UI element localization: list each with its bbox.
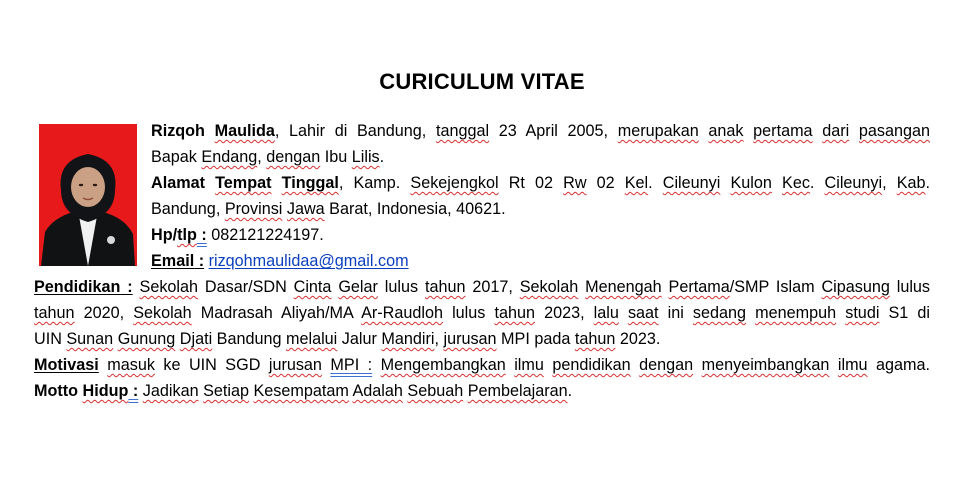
motto-word: Sebuah — [407, 382, 464, 400]
education-word: tahun — [424, 278, 466, 296]
motivation-text — [693, 356, 701, 374]
address-text: , — [882, 174, 897, 192]
address-word: Kel — [624, 174, 649, 192]
intro-word: Endang — [201, 148, 258, 166]
document-title: CURICULUM VITAE — [379, 69, 585, 94]
motivation-text: agama. — [867, 356, 931, 374]
motto-text: . — [567, 382, 573, 400]
education-word: tahun — [34, 304, 75, 322]
motivation-text: ke UIN SGD — [154, 356, 269, 374]
education-line-3 — [34, 326, 660, 352]
intro-text: Bapak — [151, 148, 202, 166]
education-line-2 — [34, 300, 930, 326]
motivation-word: MPI : — [330, 356, 373, 374]
address-text: 02 — [586, 174, 625, 192]
intro-word: merupakan — [617, 122, 699, 140]
education-text: MPI pada — [496, 330, 575, 348]
education-text — [662, 278, 669, 296]
motivation-label: Motivasi — [34, 356, 99, 374]
phone-line — [151, 222, 324, 248]
address-word: Kab — [896, 174, 926, 192]
motivation-word: ilmu — [514, 356, 544, 374]
education-word: Ar-Raudloh — [361, 304, 443, 322]
motivation-word: pendidikan — [552, 356, 631, 374]
motivation-text — [99, 356, 107, 374]
motivation-word: jurusan — [268, 356, 322, 374]
address-text — [772, 174, 782, 192]
address-word: Rw — [563, 174, 587, 192]
education-word: Gelar — [338, 278, 378, 296]
education-text: lulus — [377, 278, 425, 296]
education-text: 2023. — [615, 330, 661, 348]
motivation-word: masuk — [107, 356, 155, 374]
education-text — [836, 304, 845, 322]
education-word: Sunan — [66, 330, 114, 348]
address-line-1 — [151, 170, 930, 196]
education-text: /SMP Islam — [729, 278, 822, 296]
address-label: Alamat — [151, 174, 205, 192]
name-last: Maulida — [214, 122, 275, 140]
motivation-text — [829, 356, 837, 374]
intro-word: pasangan — [858, 122, 931, 140]
motivation-text — [506, 356, 514, 374]
motivation-word: dengan — [639, 356, 694, 374]
education-text: Bandung — [212, 330, 286, 348]
education-word: Djati — [179, 330, 213, 348]
education-word: Mandiri — [381, 330, 435, 348]
education-word: jurusan — [443, 330, 497, 348]
intro-word: dengan — [266, 148, 321, 166]
motto-label: Hidup — [82, 382, 129, 400]
address-line-2 — [151, 196, 506, 222]
education-word: Sekolah — [133, 304, 192, 322]
education-text: 2017, — [465, 278, 520, 296]
education-text: UIN — [34, 330, 67, 348]
education-word: sedang — [692, 304, 747, 322]
motto-word: Setiap — [203, 382, 249, 400]
address-word: Sekejengkol — [410, 174, 499, 192]
education-word: menempuh — [755, 304, 837, 322]
education-word: Gunung — [117, 330, 176, 348]
education-word: Pertama — [668, 278, 730, 296]
address-text: . — [648, 174, 663, 192]
email-label: : — [194, 252, 205, 270]
intro-text: 23 April 2005, — [489, 122, 618, 140]
motivation-text — [631, 356, 639, 374]
address-word: Cileunyi — [662, 174, 721, 192]
education-text — [746, 304, 755, 322]
intro-word: anak — [708, 122, 744, 140]
education-word: Cipasung — [821, 278, 890, 296]
name-first: Rizqoh — [151, 122, 205, 140]
education-text: , — [434, 330, 444, 348]
address-text: . — [809, 174, 825, 192]
education-word: lalu — [593, 304, 619, 322]
education-word: tahun — [574, 330, 616, 348]
address-text: Bandung, — [151, 200, 225, 218]
education-text: ini — [658, 304, 693, 322]
address-text — [720, 174, 730, 192]
phone-label: : — [196, 226, 207, 244]
education-text: Madrasah Aliyah/MA — [191, 304, 362, 322]
education-word: Sekolah — [139, 278, 199, 296]
motivation-word: ilmu — [837, 356, 868, 374]
email-label: Email — [151, 252, 195, 270]
address-word: Cileunyi — [824, 174, 883, 192]
intro-line-1 — [151, 118, 930, 144]
address-text: Barat, Indonesia, 40621. — [324, 200, 506, 218]
phone-label: tlp — [177, 226, 197, 244]
address-label: Tinggal — [281, 174, 339, 192]
motto-word: Pembelajaran — [467, 382, 568, 400]
education-word: studi — [845, 304, 880, 322]
email-link[interactable]: rizqohmaulidaa@gmail.com — [208, 252, 409, 270]
motivation-text — [372, 356, 380, 374]
address-label: Tempat — [215, 174, 272, 192]
motto-word: Adalah — [352, 382, 403, 400]
education-label: Pendidikan — [34, 278, 121, 296]
education-text: lulus — [889, 278, 931, 296]
motto-word: Kesempatam — [253, 382, 349, 400]
education-word: Cinta — [293, 278, 332, 296]
education-text: 2023, — [534, 304, 594, 322]
address-text: Rt 02 — [498, 174, 564, 192]
address-word: Kec — [782, 174, 810, 192]
motto-label: Motto — [34, 382, 79, 400]
education-text — [133, 278, 140, 296]
address-word: Provinsi — [224, 200, 283, 218]
phone-value: 082121224197. — [206, 226, 324, 244]
education-text: Jalur — [337, 330, 382, 348]
motto-word: Jadikan — [142, 382, 199, 400]
address-text: , Kamp. — [338, 174, 411, 192]
education-word: Menengah — [585, 278, 662, 296]
education-text — [619, 304, 628, 322]
education-word: melalui — [286, 330, 338, 348]
intro-word: pertama — [753, 122, 813, 140]
education-text: lulus — [443, 304, 495, 322]
education-text: Dasar/SDN — [198, 278, 294, 296]
education-text: 2020, — [74, 304, 134, 322]
intro-word: tanggal — [435, 122, 490, 140]
education-text: S1 di — [879, 304, 930, 322]
education-word: saat — [627, 304, 659, 322]
address-word: Jawa — [286, 200, 325, 218]
motivation-word: menyeimbangkan — [701, 356, 830, 374]
address-text: . — [925, 174, 931, 192]
education-word: tahun — [494, 304, 535, 322]
motivation-word: Mengembangkan — [380, 356, 506, 374]
motto-label: : — [128, 382, 139, 400]
education-line-1 — [34, 274, 930, 300]
intro-text: , — [257, 148, 267, 166]
address-word: Kulon — [730, 174, 772, 192]
motivation-line — [34, 352, 930, 378]
education-label: : — [120, 278, 133, 296]
motto-line — [34, 378, 572, 404]
phone-label: Hp/ — [151, 226, 178, 244]
intro-word: Lilis — [351, 148, 380, 166]
profile-photo — [39, 124, 137, 266]
intro-line-2 — [151, 144, 384, 170]
intro-text: . — [379, 148, 385, 166]
intro-text: Ibu — [320, 148, 352, 166]
intro-word: dari — [822, 122, 850, 140]
education-word: Sekolah — [519, 278, 579, 296]
intro-text: , Lahir di Bandung, — [274, 122, 436, 140]
email-line — [151, 248, 409, 274]
